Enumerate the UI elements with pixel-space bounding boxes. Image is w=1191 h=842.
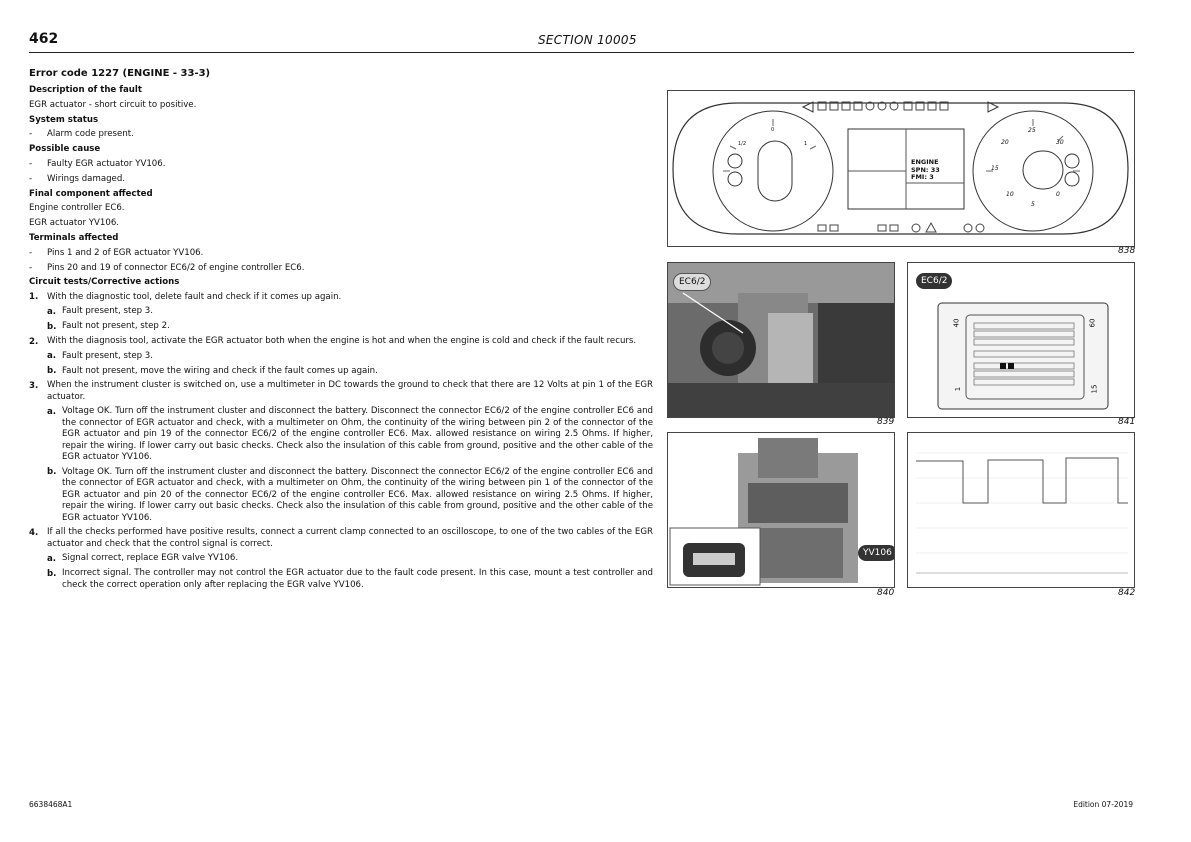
edition-label: Edition 07-2019 xyxy=(1073,800,1133,809)
figure-number-842: 842 xyxy=(1118,588,1136,598)
list-item: - Faulty EGR actuator YV106. xyxy=(29,158,166,169)
connector-callout-ec6-2: EC6/2 xyxy=(916,273,952,289)
possible-cause-heading: Possible cause xyxy=(29,144,101,155)
figure-number-838: 838 xyxy=(1118,246,1136,256)
error-title: Error code 1227 (ENGINE - 33-3) xyxy=(29,68,211,79)
rpm-label-0: 0 xyxy=(1056,191,1060,198)
pin-label-15: 15 xyxy=(1090,384,1099,394)
list-item: - Alarm code present. xyxy=(29,129,134,140)
figure-838-instrument-cluster xyxy=(667,90,1135,247)
step-2: 2. With the diagnosis tool, activate the EGR actuator both when the engine is hot and when the engine is cold and check if the fault recurs. xyxy=(29,336,637,347)
figure-842-oscilloscope-trace xyxy=(907,432,1135,588)
figure-841-connector-pinout xyxy=(907,262,1135,418)
rpm-label-20: 20 xyxy=(1001,139,1009,146)
actuator-callout-yv106: YV106 xyxy=(858,545,895,561)
pin-label-1: 1 xyxy=(954,386,963,392)
rpm-label-10: 10 xyxy=(1006,191,1014,198)
step-3a: a. Voltage OK. Turn off the instrument cluster and disconnect the battery. Disconnect the connector EC6/2 of the engine controller EC6 and the connector of EGR actuator and check, with a multimeter on Ohm, the continuity of the wiring between pin 2 of the connector of the EGR actuator and pin 19 of the connector EC6/2 of the engine controller EC6. Max. allowed resistance on wiring 2.5 Ohms. If higher, repair the wiring. If lower carry out basic checks. Check also the insulation of this cable from ground, positive and the other cable of the EGR actuator YV106. xyxy=(47,406,653,463)
step-4: 4. If all the checks performed have positive results, connect a current clamp connected to an oscilloscope, to one of the two cables of the EGR actuator and check that the control signal is correct. xyxy=(29,527,653,549)
rpm-label-5: 5 xyxy=(1031,201,1035,208)
header-rule xyxy=(29,52,1134,53)
instrument-cluster-drawing xyxy=(668,91,1134,246)
figure-number-839: 839 xyxy=(877,417,895,427)
list-item: - Pins 20 and 19 of connector EC6/2 of engine controller EC6. xyxy=(29,262,305,273)
step-3b: b. Voltage OK. Turn off the instrument cluster and disconnect the battery. Disconnect the connector EC6/2 of the engine controller EC6 and the connector of EGR actuator and check, with a multimeter on Ohm, the continuity of the wiring between pin 1 of the connector of the EGR actuator and pin 20 of the connector EC6/2 of the engine controller EC6. Max. allowed resistance on wiring 2.5 Ohms. If higher, repair the wiring. If lower carry out basic checks. Check also the insulation of this cable from ground, positive and the other cable of the EGR actuator YV106. xyxy=(47,466,653,523)
step-2a: a. Fault present, step 3. xyxy=(47,350,154,362)
display-message: ENGINE SPN: 33 FMI: 3 xyxy=(911,158,940,181)
rpm-label-15: 15 xyxy=(991,165,999,172)
engine-photo xyxy=(668,433,894,587)
step-4b: b. Incorrect signal. The controller may not control the EGR actuator due to the fault code present. In this case, mount a test controller and check the correct operation only after replacing the EGR valve YV106. xyxy=(47,568,653,590)
left-gauge-label-1: 1 xyxy=(804,141,808,147)
step-1b: b. Fault not present, step 2. xyxy=(47,321,170,332)
pin-label-40: 40 xyxy=(952,318,961,328)
left-gauge-label-0: 0 xyxy=(771,127,775,133)
step-3: 3. When the instrument cluster is switched on, use a multimeter in DC towards the ground to check that there are 12 Volts at pin 1 of the EGR actuator. xyxy=(29,380,653,402)
procedure-text xyxy=(29,67,653,593)
left-gauge-label-half: 1/2 xyxy=(738,141,747,147)
final-component-2: EGR actuator YV106. xyxy=(29,218,120,229)
figure-840-engine-egr-photo xyxy=(667,432,895,588)
final-component-heading: Final component affected xyxy=(29,188,153,199)
connector-callout-ec6-2: EC6/2 xyxy=(673,273,711,291)
step-1: 1. With the diagnostic tool, delete fault and check if it comes up again. xyxy=(29,291,342,303)
description-text: EGR actuator - short circuit to positive. xyxy=(29,99,197,110)
figure-number-841: 841 xyxy=(1118,417,1136,427)
figure-839-engine-bay-photo xyxy=(667,262,895,418)
list-item: - Pins 1 and 2 of EGR actuator YV106. xyxy=(29,247,204,258)
pin-label-60: 60 xyxy=(1088,318,1097,328)
document-code: 6638468A1 xyxy=(29,800,73,809)
description-heading: Description of the fault xyxy=(29,85,142,95)
step-1a: a. Fault present, step 3. xyxy=(47,306,154,317)
final-component-1: Engine controller EC6. xyxy=(29,203,125,214)
step-2b: b. Fault not present, move the wiring and check if the fault comes up again. xyxy=(47,365,378,377)
figure-number-840: 840 xyxy=(877,588,895,598)
section-title: SECTION 10005 xyxy=(538,33,637,47)
page-number: 462 xyxy=(29,31,59,47)
circuit-tests-heading: Circuit tests/Corrective actions xyxy=(29,277,180,288)
list-item: - Wirings damaged. xyxy=(29,173,126,184)
rpm-label-25: 25 xyxy=(1028,127,1036,134)
oscilloscope-signal xyxy=(908,433,1134,587)
rpm-label-30: 30 xyxy=(1056,139,1064,146)
system-status-heading: System status xyxy=(29,114,99,125)
step-4a: a. Signal correct, replace EGR valve YV106. xyxy=(47,553,239,564)
terminals-heading: Terminals affected xyxy=(29,232,119,243)
